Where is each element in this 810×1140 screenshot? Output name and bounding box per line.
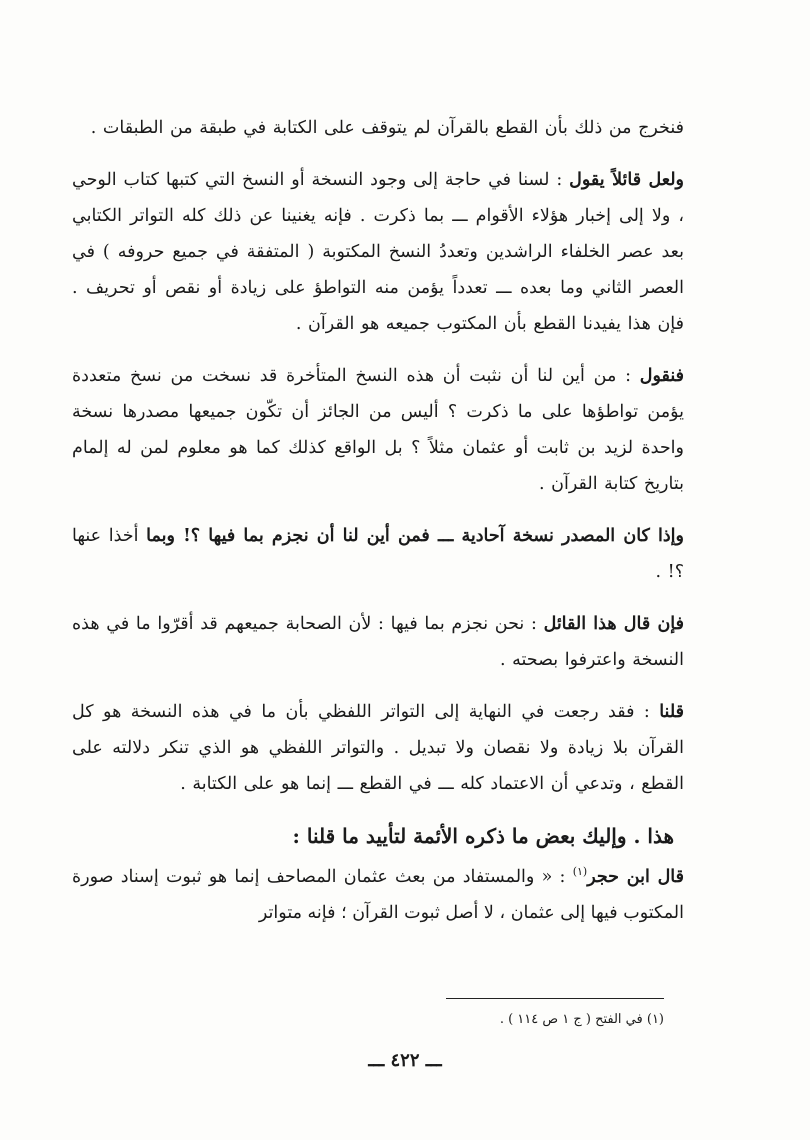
paragraph-4-text: أخذا عنها ؟! . bbox=[72, 526, 684, 582]
paragraph-2 bbox=[72, 162, 684, 342]
paragraph-6-lead: قلنا bbox=[659, 702, 684, 722]
footnote: (١) في الفتح ( ج ١ ص ١١٤ ) . bbox=[499, 1012, 664, 1027]
paragraph-6 bbox=[72, 694, 684, 802]
paragraph-4-lead: وإذا كان المصدر نسخة آحادية ـــ فمن أين لنا أن نجزم بما فيها ؟! وبما bbox=[146, 526, 684, 546]
page-number: ـــ ٤٢٢ ـــ bbox=[368, 1050, 442, 1071]
footnote-marker: (١) bbox=[572, 865, 588, 878]
quote-lead: قال ابن حجر bbox=[587, 866, 685, 887]
paragraph-1 bbox=[72, 110, 684, 146]
quote-text: : « والمستفاد من بعث عثمان المصاحف إنما هو ثبوت إسناد صورة المكتوب فيها إلى عثمان ، لا أصل ثبوت القرآن ؛ فإنه متواتر bbox=[72, 866, 684, 923]
paragraph-5 bbox=[72, 606, 684, 678]
paragraph-4 bbox=[72, 518, 684, 590]
page-body bbox=[72, 110, 684, 931]
paragraph-6-text: : فقد رجعت في النهاية إلى التواتر اللفظي بأن ما في هذه النسخة هو كل القرآن بلا زيادة ولا نقصان ولا تبديل . والتواتر اللفظي هو الذي تنكر دلالته على القطع ، وتدعي أن الاعتماد كله ـــ في القطع ـــ إنما هو على الكتابة . bbox=[72, 702, 684, 794]
paragraph-2-lead: ولعل قائلاً يقول bbox=[569, 170, 684, 190]
paragraph-2-text: : لسنا في حاجة إلى وجود النسخة أو النسخ التي كتبها كتاب الوحي ، ولا إلى إخبار هؤلاء الأقوام ـــ بما ذكرت . فإنه يغنينا عن ذلك كله التواتر الكتابي بعد عصر الخلفاء الراشدين وتعددُ النسخ المكتوبة ( المتفقة في جميع حروفه ) في العصر الثاني وما بعده ـــ تعدداً يؤمن منه التواطؤ على زيادة أو نقص أو تحريف . فإن هذا يفيدنا القطع بأن المكتوب جميعه هو القرآن . bbox=[72, 170, 684, 334]
paragraph-3 bbox=[72, 358, 684, 502]
section-heading: هذا . وإليك بعض ما ذكره الأئمة لتأييد ما قلنا : bbox=[292, 824, 674, 848]
paragraph-1-text: فنخرج من ذلك بأن القطع بالقرآن لم يتوقف على الكتابة في طبقة من الطبقات . bbox=[90, 118, 684, 138]
footnote-divider bbox=[446, 998, 664, 999]
paragraph-3-text: : من أين لنا أن نثبت أن هذه النسخ المتأخرة قد نسخت من نسخ متعددة يؤمن تواطؤها على ما ذكرت ؟ أليس من الجائز أن تكّون جميعها مصدرها نسخة واحدة لزيد بن ثابت أو عثمان مثلاً ؟ بل الواقع كذلك كما هو معلوم لمن له إلمام بتاريخ كتابة القرآن . bbox=[72, 366, 684, 494]
paragraph-5-lead: فإن قال هذا القائل bbox=[543, 614, 684, 634]
quote-paragraph bbox=[72, 854, 684, 931]
paragraph-5-text: : نحن نجزم بما فيها : لأن الصحابة جميعهم قد أقرّوا ما في هذه النسخة واعترفوا بصحته . bbox=[72, 614, 684, 670]
paragraph-3-lead: فنقول bbox=[639, 366, 684, 386]
